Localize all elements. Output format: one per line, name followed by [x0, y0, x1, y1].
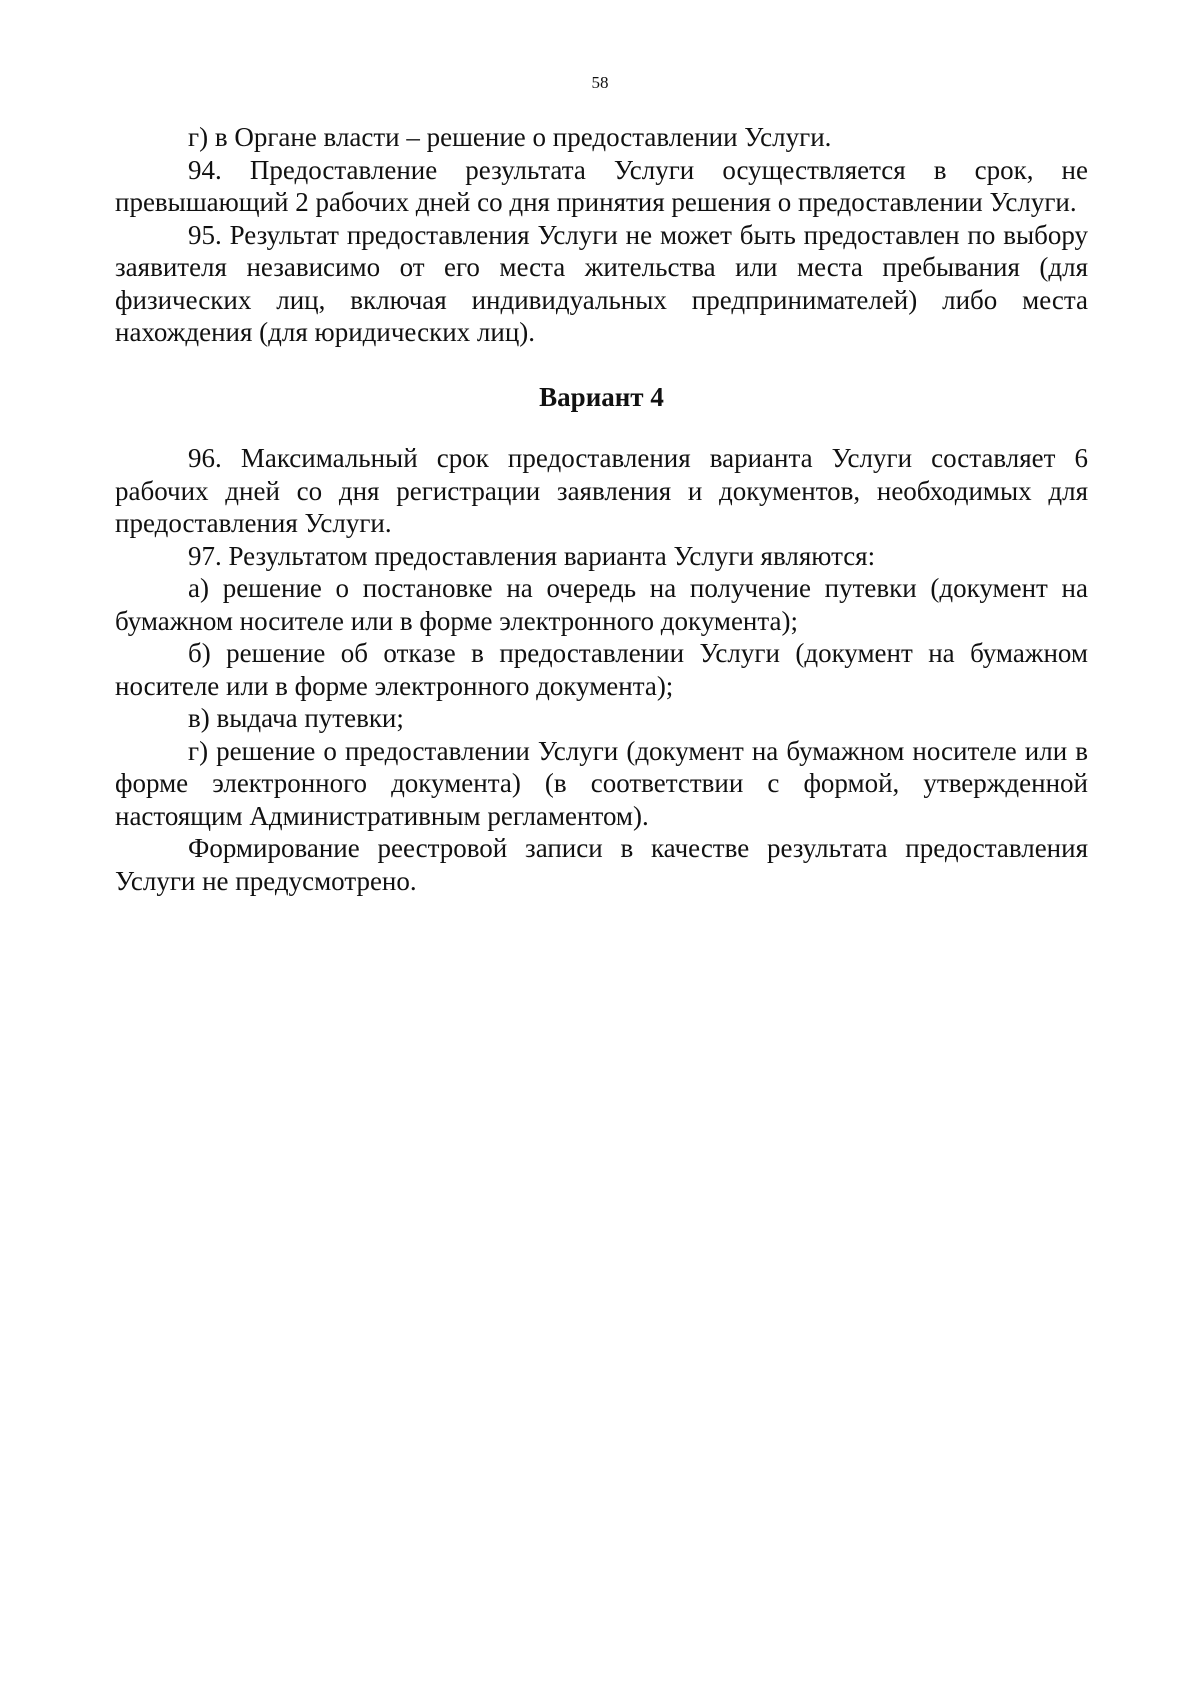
paragraph-registry-note: Формирование реестровой записи в качестве результата предоставления Услуги не предусмотрено. [115, 833, 1088, 896]
paragraph-item-b: б) решение об отказе в предоставлении Услуги (документ на бумажном носителе или в форме электронного документа); [115, 638, 1088, 701]
paragraph-item-g: г) решение о предоставлении Услуги (документ на бумажном носителе или в форме электронного документа) (в соответствии с формой, утвержденной настоящим Административным регламентом). [115, 735, 1088, 831]
paragraph-item-a: а) решение о постановке на очередь на получение путевки (документ на бумажном носителе или в форме электронного документа); [115, 573, 1088, 636]
paragraph-95: 95. Результат предоставления Услуги не может быть предоставлен по выбору заявителя независимо от его места жительства или места пребывания (для физических лиц, включая индивидуальных предпринимателей) либо места нахождения (для юридических лиц). [115, 219, 1088, 347]
document-body [115, 121, 1088, 897]
paragraph-item-v: в) выдача путевки; [188, 703, 404, 733]
paragraph-97: 97. Результатом предоставления варианта Услуги являются: [188, 540, 876, 571]
paragraph-96: 96. Максимальный срок предоставления варианта Услуги составляет 6 рабочих дней со дня регистрации заявления и документов, необходимых для предоставления Услуги. [115, 443, 1088, 538]
section-heading-variant-4: Вариант 4 [539, 381, 664, 412]
paragraph-item-g-result: г) в Органе власти – решение о предоставлении Услуги. [188, 122, 832, 152]
paragraph-94: 94. Предоставление результата Услуги осуществляется в срок, не превышающий 2 рабочих дней со дня принятия решения о предоставлении Услуги. [115, 154, 1088, 217]
page-number: 58 [591, 73, 609, 92]
